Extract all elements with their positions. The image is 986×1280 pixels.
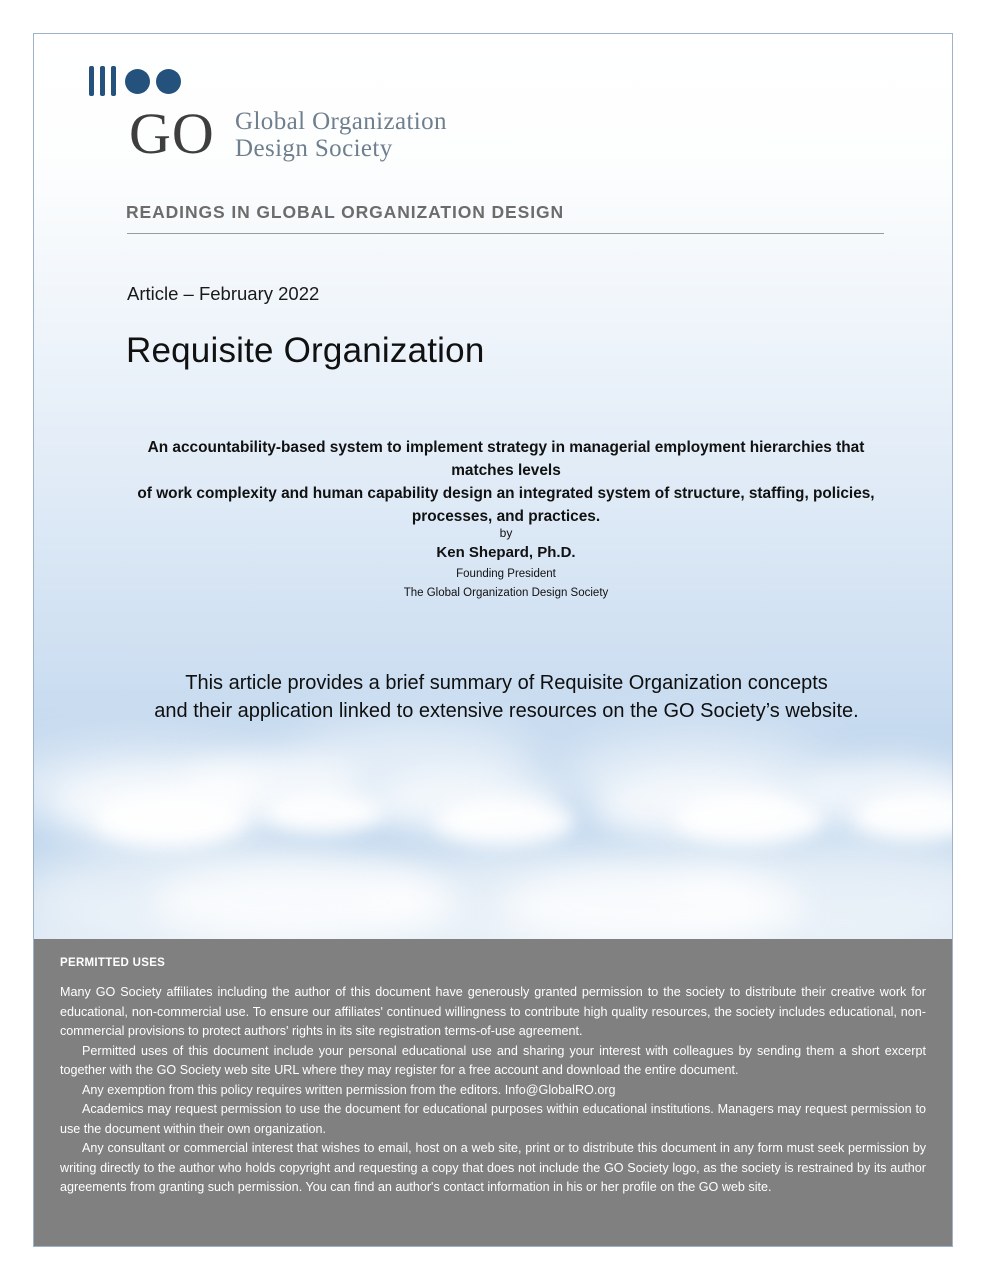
series-title: READINGS IN GLOBAL ORGANIZATION DESIGN xyxy=(126,202,565,222)
article-summary-line1: This article provides a brief summary of Requisite Organization concepts xyxy=(185,672,828,694)
cloud-illustration xyxy=(34,594,952,944)
go-society-logo-mark xyxy=(89,66,209,98)
by-label: by xyxy=(499,526,513,540)
permitted-uses-paragraph-5: Any consultant or commercial interest that wishes to email, host on a web site, print or to distribute this document in any form must seek permission by writing directly to the author who holds copyright and requesting a copy that does not include the GO Society logo, as the society is restrained by its author agreements from granting such permission. You can find an author's contact information in his or her profile on the GO web site. xyxy=(60,1141,926,1194)
go-logo-name xyxy=(235,108,447,162)
go-society-wordmark xyxy=(129,101,549,166)
permitted-uses-heading: PERMITTED USES xyxy=(60,957,166,969)
article-summary-line2: and their application linked to extensive resources on the GO Society’s website. xyxy=(154,700,859,722)
go-logo-name-line1: Global Organization xyxy=(235,108,447,135)
author-role: Founding President xyxy=(456,568,556,580)
go-logo-name-line2: Design Society xyxy=(235,135,393,162)
go-logo-letters: GO xyxy=(129,101,215,166)
page-title: Requisite Organization xyxy=(126,331,485,370)
article-subtitle-line1: An accountability-based system to implement strategy in managerial employment hierarchies that matches levels xyxy=(147,439,865,479)
article-summary xyxy=(84,669,929,725)
article-subtitle-line2: of work complexity and human capability design an integrated system of structure, staffing, policies, processes, and practices. xyxy=(137,485,875,525)
document-page xyxy=(33,33,953,1247)
permitted-uses-paragraph-4: Academics may request permission to use the document for educational purposes within educational institutions. Managers may request permission to use the document within their own organization. xyxy=(60,1102,926,1136)
author-name: Ken Shepard, Ph.D. xyxy=(436,544,576,561)
article-subtitle xyxy=(126,436,886,528)
article-date: Article – February 2022 xyxy=(127,283,320,304)
author-organization: The Global Organization Design Society xyxy=(403,587,609,599)
header-divider xyxy=(127,233,884,234)
permitted-uses-paragraph-3: Any exemption from this policy requires written permission from the editors. Info@GlobalRO.org xyxy=(82,1082,616,1097)
permitted-uses-section xyxy=(34,939,952,1246)
permitted-uses-paragraph-2: Permitted uses of this document include your personal educational use and sharing your interest with colleagues by sending them a short excerpt together with the GO Society web site URL where they may register for a free account and download the entire document. xyxy=(60,1043,926,1077)
author-block xyxy=(126,526,886,599)
permitted-uses-paragraph-1: Many GO Society affiliates including the author of this document have generously granted permission to the society to distribute their creative work for educational, non-commercial use. To ensure our affiliates' continued willingness to contribute high quality resources, the society includes educational, non-commercial provisions to protect authors' rights in its site registration terms-of-use agreement. xyxy=(60,985,926,1038)
